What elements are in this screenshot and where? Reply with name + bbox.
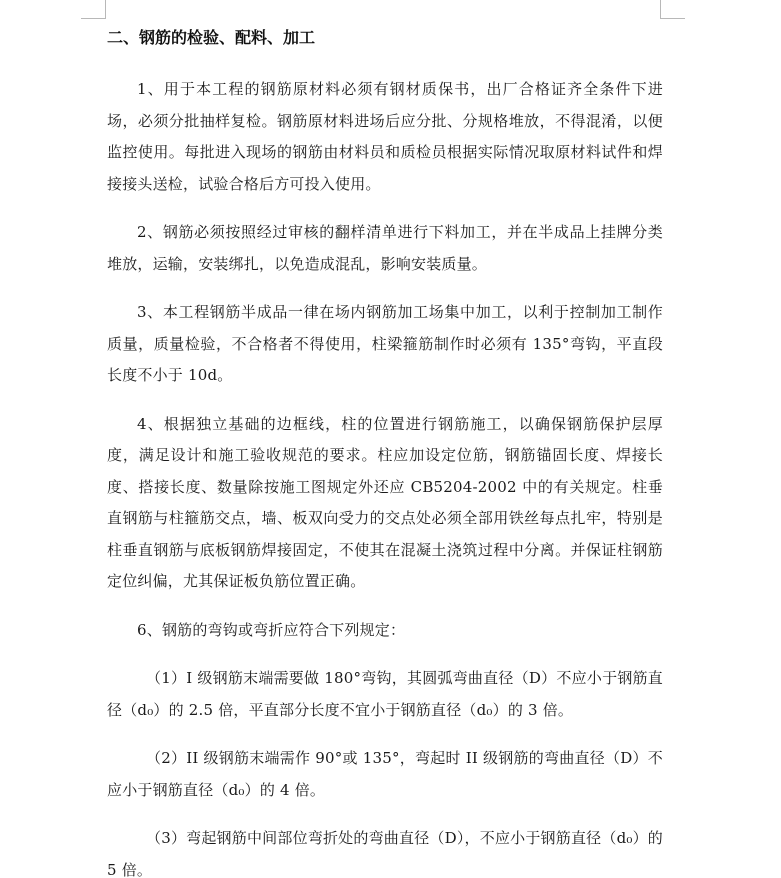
crop-mark-right (660, 0, 685, 19)
paragraph-1: 1、用于本工程的钢筋原材料必须有钢材质保书，出厂合格证齐全条件下进场，必须分批抽样复检。钢筋原材料进场后应分批、分规格堆放，不得混淆，以便监控使用。每批进入现场的钢筋由材料员和质检员根据实际情况取原材料试件和焊接接头送检，试验合格后方可投入使用。 (107, 80, 663, 193)
paragraph-6: 6、钢筋的弯钩或弯折应符合下列规定： (137, 620, 406, 639)
crop-mark-left (81, 0, 106, 19)
sub-item-1: （1）I 级钢筋末端需要做 180°弯钩，其圆弧弯曲直径（D）不应小于钢筋直径（d₀）的 2.5 倍，平直部分长度不宜小于钢筋直径（d₀）的 3 倍。 (107, 669, 663, 719)
document-body (107, 24, 663, 878)
paragraph-4: 4、根据独立基础的边框线，柱的位置进行钢筋施工，以确保钢筋保护层厚度，满足设计和施工验收规范的要求。柱应加设定位筋，钢筋锚固长度、焊接长度、搭接长度、数量除按施工图规定外还应 CB5204-2002 中的有关规定。柱垂直钢筋与柱箍筋交点，墙、板双向受力的交点处必须全部用铁丝每点扎牢，特别是柱垂直钢筋与底板钢筋焊接固定，不使其在混凝土浇筑过程中分离。并保证柱钢筋定位纠偏，尤其保证板负筋位置正确。 (107, 414, 663, 590)
section-heading: 二、钢筋的检验、配料、加工 (107, 28, 316, 47)
paragraph-3: 3、本工程钢筋半成品一律在场内钢筋加工场集中加工，以利于控制加工制作质量，质量检验，不合格者不得使用，柱梁箍筋制作时必须有 135°弯钩，平直段长度不小于 10d。 (107, 303, 663, 384)
sub-item-3: （3）弯起钢筋中间部位弯折处的弯曲直径（D），不应小于钢筋直径（d₀）的 5 倍。 (107, 829, 663, 878)
paragraph-2: 2、钢筋必须按照经过审核的翻样清单进行下料加工，并在半成品上挂牌分类堆放，运输，安装绑扎，以免造成混乱，影响安装质量。 (107, 223, 663, 273)
sub-item-2: （2）II 级钢筋末端需作 90°或 135°，弯起时 II 级钢筋的弯曲直径（D）不应小于钢筋直径（d₀）的 4 倍。 (107, 749, 663, 799)
